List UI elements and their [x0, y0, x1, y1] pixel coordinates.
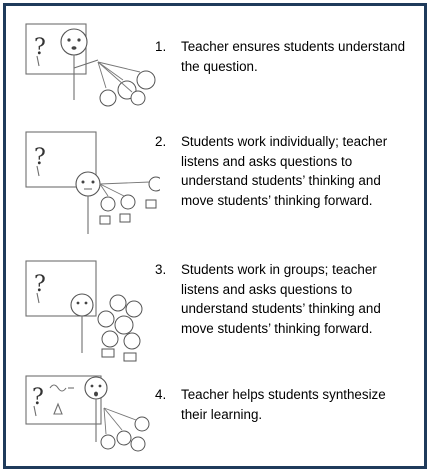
illustration-step-1 — [20, 20, 150, 120]
step-1 — [155, 37, 413, 76]
step-number: 3. — [155, 262, 167, 277]
question-mark-icon: ? — [34, 145, 46, 170]
illustration-step-4 — [20, 372, 150, 462]
question-mark-icon: ? — [34, 35, 46, 60]
step-number: 2. — [155, 134, 167, 149]
step-4 — [155, 385, 413, 424]
illustration-step-2 — [20, 128, 150, 238]
question-mark-icon: ? — [32, 385, 44, 410]
illustration-step-3 — [20, 257, 150, 367]
step-3 — [155, 260, 413, 338]
step-text: Students work in groups; teacher listens and asks questions to understand students’ thinking and move students’ thinking forward. — [181, 262, 381, 336]
step-number: 4. — [155, 387, 167, 402]
step-text: Teacher ensures students understand the question. — [181, 39, 406, 74]
step-text: Teacher helps students synthesize their learning. — [181, 387, 386, 422]
question-mark-icon: ? — [34, 272, 46, 297]
step-2 — [155, 132, 413, 210]
step-number: 1. — [155, 39, 167, 54]
step-text: Students work individually; teacher listens and asks questions to understand students’ thinking and move students’ thinking forward. — [181, 134, 388, 208]
